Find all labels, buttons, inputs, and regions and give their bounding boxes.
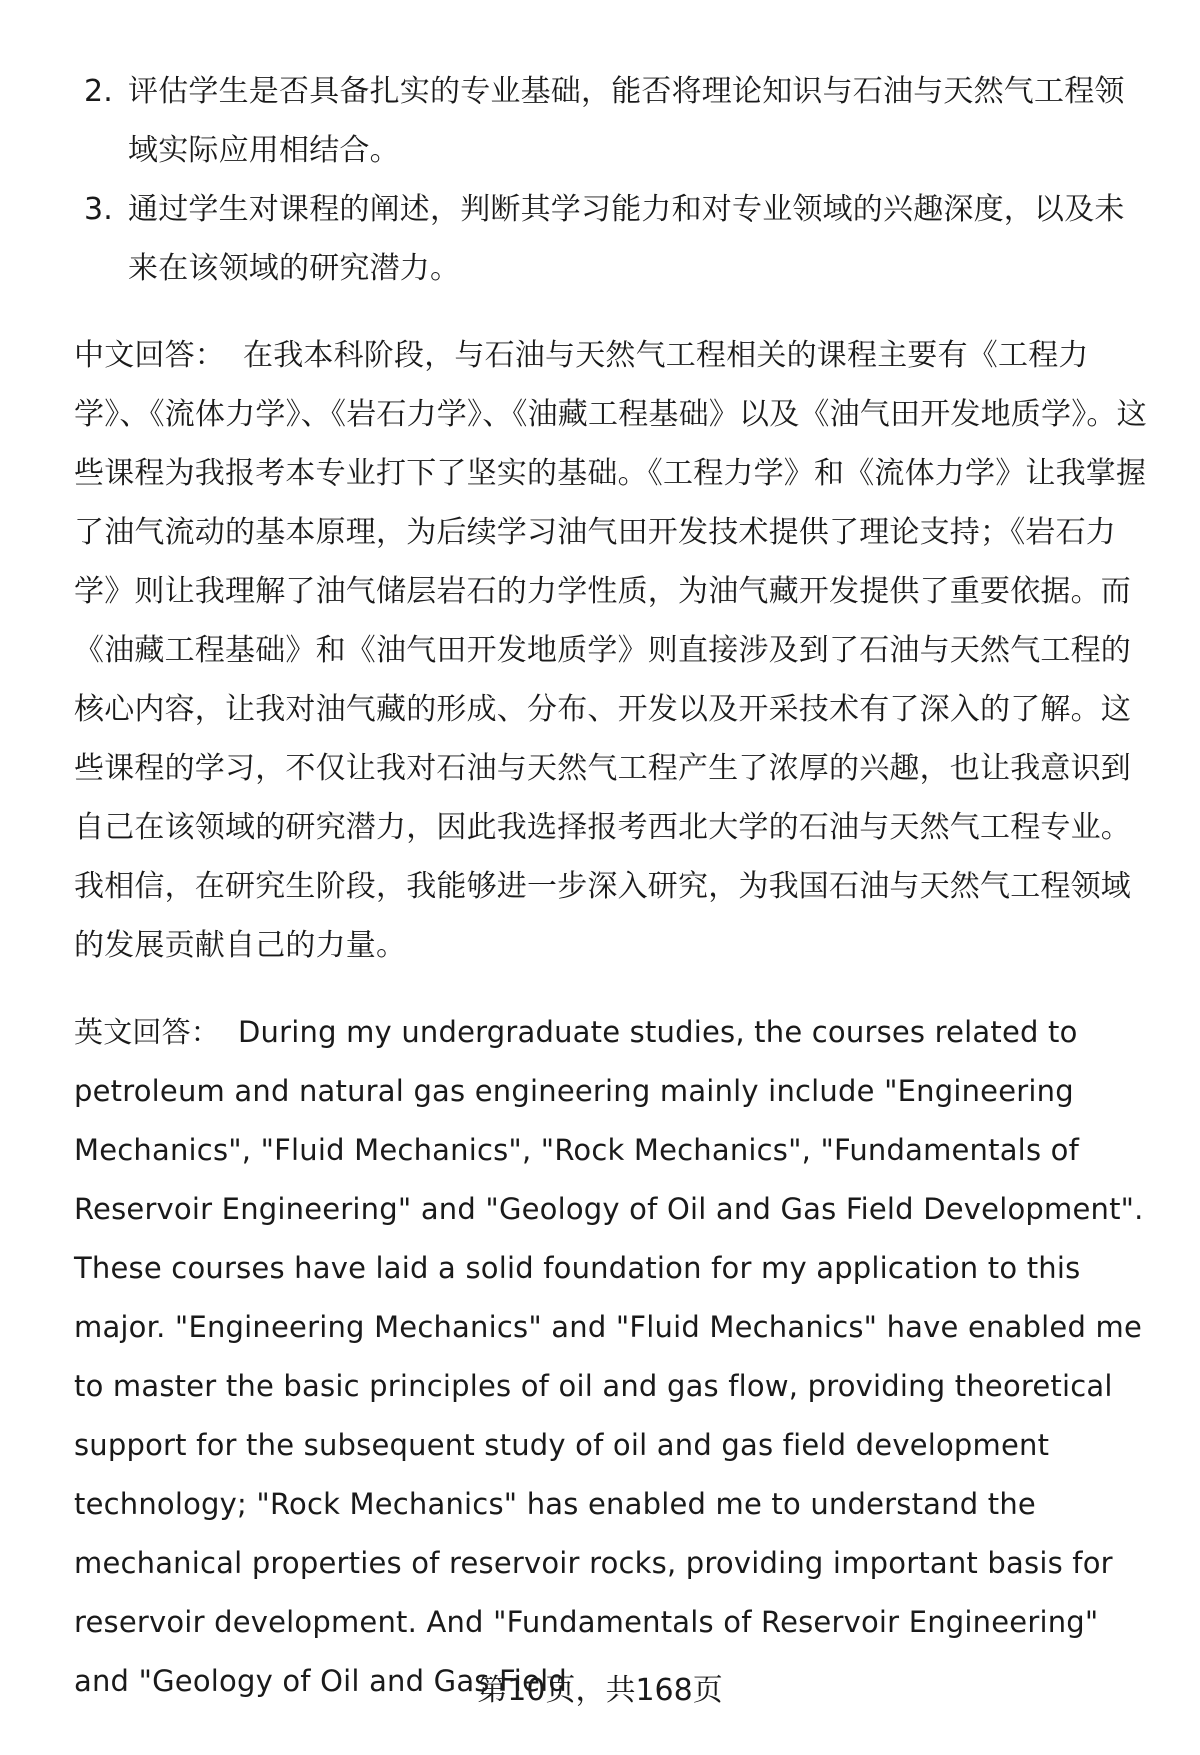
- list-item: [74, 62, 1154, 180]
- english-answer-paragraph: [74, 1003, 1154, 1711]
- list-item-text: 通过学生对课程的阐述，判断其学习能力和对专业领域的兴趣深度，以及未来在该领域的研究潜力。: [128, 192, 1125, 286]
- chinese-answer-text: 在我本科阶段，与石油与天然气工程相关的课程主要有《工程力学》、《流体力学》、《岩石力学》、《油藏工程基础》以及《油气田开发地质学》。这些课程为我报考本专业打下了坚实的基础。《工程力学》和《流体力学》让我掌握了油气流动的基本原理，为后续学习油气田开发技术提供了理论支持；《岩石力学》则让我理解了油气储层岩石的力学性质，为油气藏开发提供了重要依据。而《油藏工程基础》和《油气田开发地质学》则直接涉及到了石油与天然气工程的核心内容，让我对油气藏的形成、分布、开发以及开采技术有了深入的了解。这些课程的学习，不仅让我对石油与天然气工程产生了浓厚的兴趣，也让我意识到自己在该领域的研究潜力，因此我选择报考西北大学的石油与天然气工程专业。我相信，在研究生阶段，我能够进一步深入研究，为我国石油与天然气工程领域的发展贡献自己的力量。: [74, 338, 1147, 963]
- list-item-text: 评估学生是否具备扎实的专业基础，能否将理论知识与石油与天然气工程领域实际应用相结合。: [128, 74, 1125, 168]
- page-number-footer: 第10页，共168页: [477, 1673, 723, 1708]
- criteria-list: [74, 62, 1154, 298]
- list-item-number: 2.: [84, 74, 114, 109]
- list-item: [74, 180, 1154, 298]
- list-item-number: 3.: [84, 192, 114, 227]
- chinese-answer-label: 中文回答：: [74, 338, 225, 373]
- english-answer-text: During my undergraduate studies, the courses related to petroleum and natural gas engineering mainly include "Engineering Mechanics", "Fluid Mechanics", "Rock Mechanics", "Fundamentals of Reservoir Engineering" and "Geology of Oil and Gas Field Development". These courses have laid a solid foundation for my application to this major. "Engineering Mechanics" and "Fluid Mechanics" have enabled me to master the basic principles of oil and gas flow, providing theoretical support for the subsequent study of oil and gas field development technology; "Rock Mechanics" has enabled me to understand the mechanical properties of reservoir rocks, providing important basis for reservoir development. And "Fundamentals of Reservoir Engineering" and "Geology of Oil and Gas Field: [74, 1015, 1144, 1698]
- chinese-answer-paragraph: [74, 326, 1154, 975]
- english-answer-label: 英文回答：: [74, 1015, 221, 1049]
- page-content: [74, 62, 1154, 1711]
